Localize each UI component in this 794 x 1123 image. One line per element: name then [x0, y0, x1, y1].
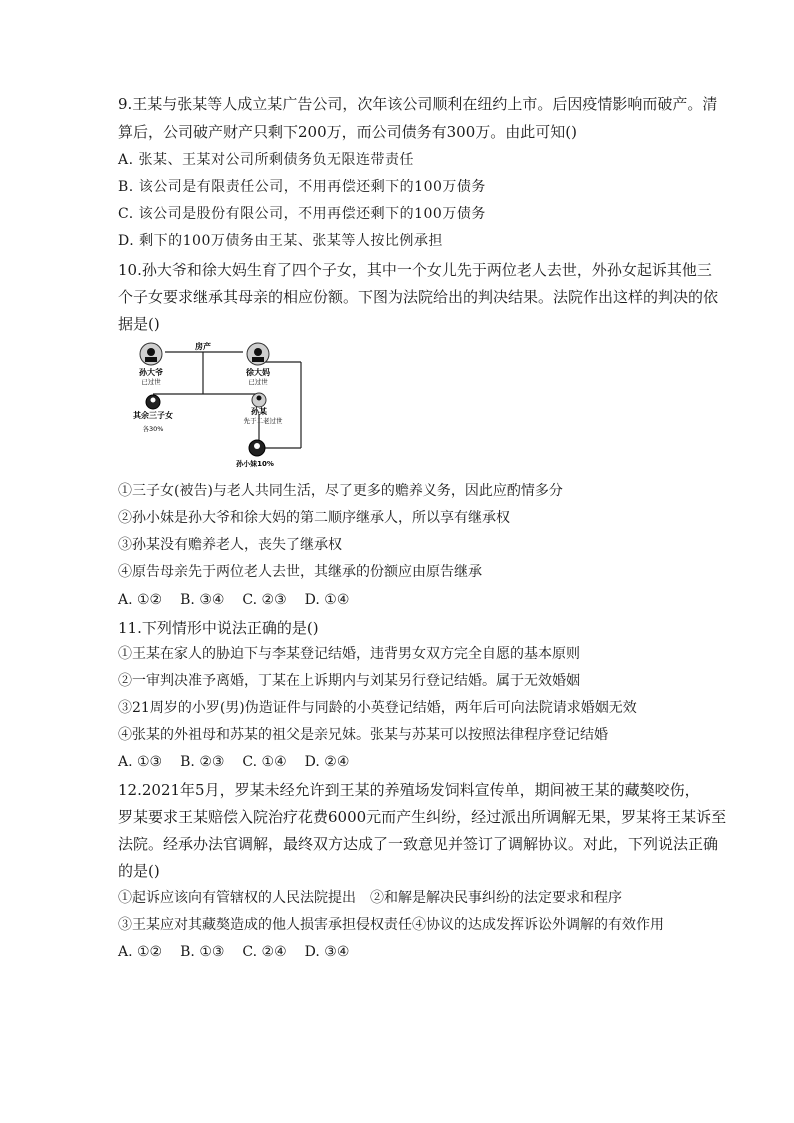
- q9-stem-line2: 算后，公司破产财产只剩下200万，而公司债务有300万。由此可知(): [118, 123, 577, 141]
- q11-choice-a: A. ①③: [118, 754, 163, 770]
- daughter-node: [252, 393, 266, 407]
- q12-choices: [118, 942, 367, 962]
- grandma-name: 徐大妈: [246, 368, 270, 377]
- q9-option-c: C. 该公司是股份有限公司，不用再偿还剩下的100万债务: [118, 206, 486, 222]
- q12-items-line2: ③王某应对其藏獒造成的他人损害承担侵权责任④协议的达成发挥诉讼外调解的有效作用: [118, 917, 664, 933]
- grandpa-note: 已过世: [141, 378, 161, 386]
- q10-item2: ②孙小妹是孙大爷和徐大妈的第二顺序继承人，所以享有继承权: [118, 510, 510, 526]
- q10-item1: ①三子女(被告)与老人共同生活，尽了更多的赡养义务，因此应酌情多分: [118, 483, 563, 499]
- others-name: 其余三子女: [133, 411, 173, 420]
- q11-choice-d: D. ②④: [304, 754, 350, 770]
- q10-choice-a: A. ①②: [118, 592, 163, 608]
- q12-choice-b: B. ①③: [180, 944, 225, 960]
- q11-choices: [118, 752, 367, 772]
- q11-choice-b: B. ②③: [180, 754, 225, 770]
- q9-stem-line1: 9.王某与张某等人成立某广告公司，次年该公司顺利在纽约上市。后因疫情影响而破产。清: [118, 95, 718, 113]
- q11-choice-c: C. ①④: [242, 754, 287, 770]
- q12-choice-a: A. ①②: [118, 944, 163, 960]
- q9-option-a: A. 张某、王某对公司所剩债务负无限连带责任: [118, 152, 415, 168]
- q12-stem-line1: 12.2021年5月，罗某未经允许到王某的养殖场发饲料宣传单，期间被王某的藏獒咬伤，: [118, 781, 700, 799]
- q12-choice-d: D. ③④: [304, 944, 350, 960]
- q9-option-b: B. 该公司是有限责任公司，不用再偿还剩下的100万债务: [118, 179, 486, 195]
- inheritance-diagram: [131, 342, 311, 472]
- q12-stem-line2: 罗某要求王某赔偿入院治疗花费6000元而产生纠纷，经过派出所调解无果，罗某将王某诉至: [118, 808, 727, 826]
- daughter-name: 孙某: [251, 407, 267, 416]
- q12-stem-line3: 法院。经承办法官调解，最终双方达成了一致意见并签订了调解协议。对此，下列说法正确: [118, 835, 719, 853]
- others-node: [146, 395, 160, 409]
- q9-option-d: D. 剩下的100万债务由王某、张某等人按比例承担: [118, 233, 443, 249]
- grandpa-name: 孙大爷: [139, 368, 163, 377]
- q10-item3: ③孙某没有赡养老人，丧失了继承权: [118, 537, 342, 553]
- property-label: 房产: [195, 342, 211, 351]
- q12-items-line1: ①起诉应该向有管辖权的人民法院提出 ②和解是解决民事纠纷的法定要求和程序: [118, 890, 622, 906]
- q11-item1: ①王某在家人的胁迫下与李某登记结婚，违背男女双方完全自愿的基本原则: [118, 646, 580, 662]
- q10-choices: [118, 590, 367, 610]
- q10-choice-b: B. ③④: [180, 592, 225, 608]
- grandpa-node: [140, 343, 162, 365]
- diagram-connectors: [153, 352, 301, 448]
- q11-item2: ②一审判决准予离婚，丁某在上诉期内与刘某另行登记结婚。属于无效婚姻: [118, 673, 580, 689]
- granddaughter-node: [249, 440, 265, 456]
- q10-item4: ④原告母亲先于两位老人去世，其继承的份额应由原告继承: [118, 564, 482, 580]
- q12-stem-line4: 的是(): [118, 862, 160, 880]
- q12-choice-c: C. ②④: [242, 944, 287, 960]
- q10-stem-line2: 个子女要求继承其母亲的相应份额。下图为法院给出的判决结果。法院作出这样的判决的依: [118, 288, 719, 306]
- q10-choice-c: C. ②③: [242, 592, 287, 608]
- grandma-node: [247, 343, 269, 365]
- others-share: 各30%: [142, 425, 164, 433]
- q11-item3: ③21周岁的小罗(男)伪造证件与同龄的小英登记结婚，两年后可向法院请求婚姻无效: [118, 700, 637, 716]
- q10-stem-line3: 据是(): [118, 315, 160, 333]
- q11-item4: ④张某的外祖母和苏某的祖父是亲兄妹。张某与苏某可以按照法律程序登记结婚: [118, 727, 608, 743]
- q11-stem: 11.下列情形中说法正确的是(): [118, 619, 319, 637]
- grandma-note: 已过世: [248, 378, 268, 386]
- q10-choice-d: D. ①④: [304, 592, 350, 608]
- daughter-note: 先于二老过世: [243, 417, 283, 425]
- q10-stem-line1: 10.孙大爷和徐大妈生育了四个子女，其中一个女儿先于两位老人去世，外孙女起诉其他三: [118, 261, 712, 279]
- granddaughter-label: 孙小妹10%: [236, 460, 274, 468]
